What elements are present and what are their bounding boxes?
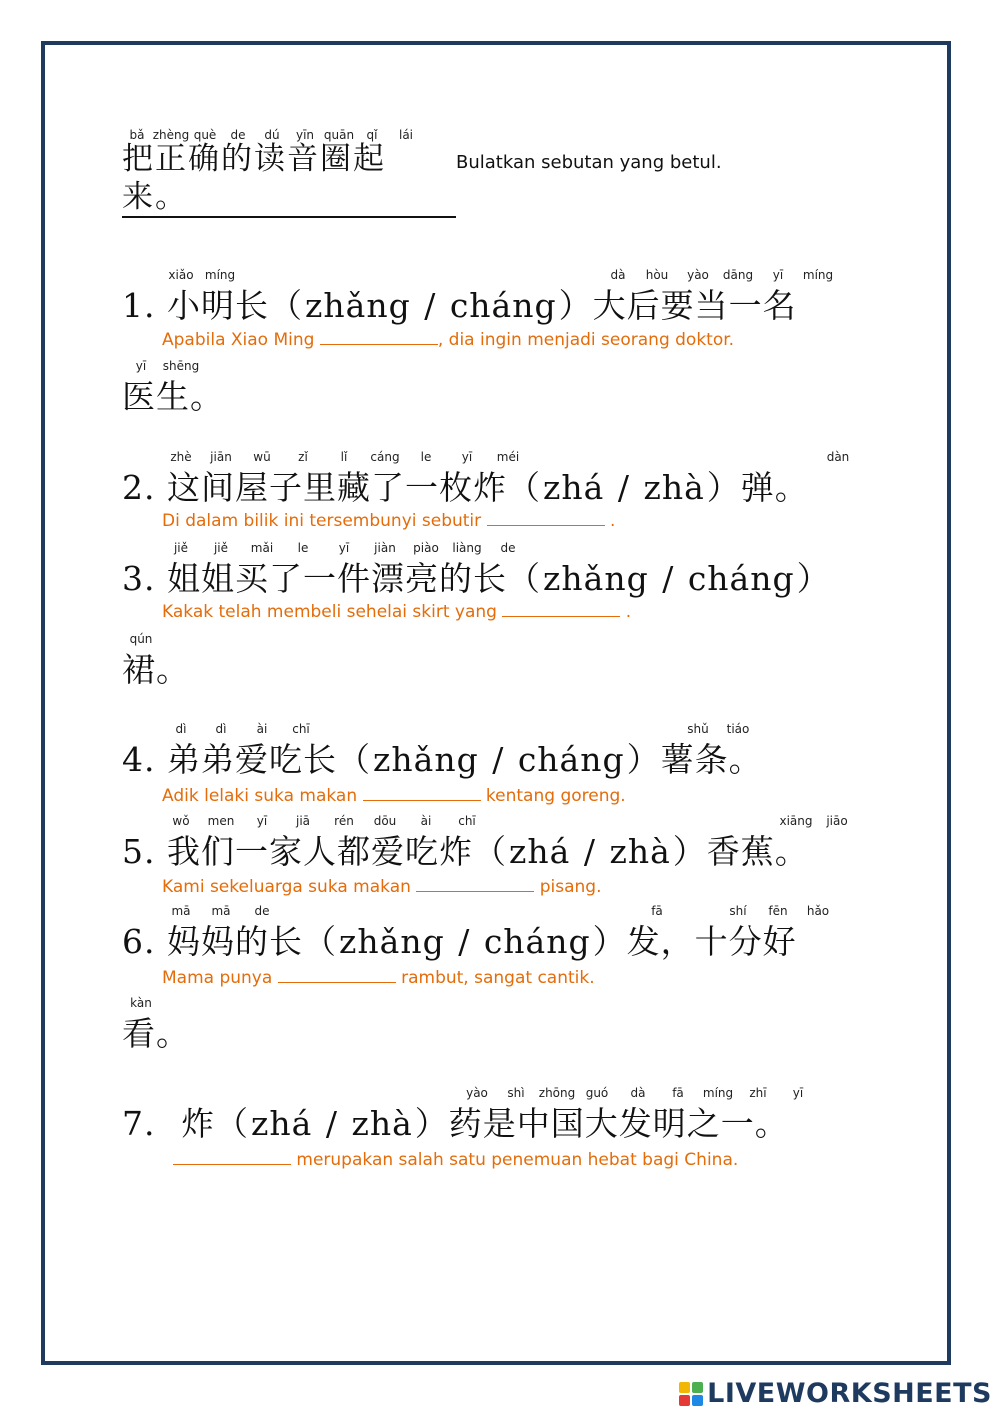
pinyin: fēn [768,904,788,918]
question-number: 5. [122,832,156,871]
option-separator: / [650,559,686,598]
question-text: ）弹。 [706,468,809,507]
question-3-continued: 裙。 [122,650,190,689]
pinyin: bǎ [129,128,145,142]
pinyin: zhī [749,1086,767,1100]
pinyin: zhōng [538,1086,576,1100]
pinyin: dà [610,268,626,282]
question-text: 炸（ [181,1104,249,1143]
pinyin: fā [672,1086,684,1100]
question-4 [122,740,763,780]
question-number: 6. [122,922,156,961]
option-separator: / [480,740,516,779]
pinyin: jiàn [374,541,396,555]
translation-text: rambut, sangat cantik. [395,968,595,988]
option-separator: / [412,286,448,325]
option-zhang[interactable]: zhǎng [373,740,479,779]
translation-text: merupakan salah satu penemuan hebat bagi China. [291,1150,739,1170]
answer-blank[interactable] [502,602,620,617]
pinyin: míng [702,1086,734,1100]
option-chang[interactable]: cháng [687,559,795,598]
question-text: ）发，十分好 [592,922,797,961]
question-text: 弟弟爱吃长（ [167,740,371,779]
question-number: 1. [122,286,156,325]
answer-blank[interactable] [416,877,534,892]
translation-text: Kakak telah membeli sehelai skirt yang [162,602,497,622]
pinyin: hòu [645,268,669,282]
pinyin: wū [253,450,271,464]
pinyin: dì [215,722,227,736]
translation-text: . [604,511,616,531]
pinyin: míng [802,268,834,282]
question-text: 妈妈的长（ [167,922,337,961]
option-separator: / [572,832,608,871]
pinyin: jiāo [826,814,848,828]
logo-square [692,1382,703,1393]
question-2 [122,468,809,508]
option-zhang[interactable]: zhǎng [339,922,445,961]
pinyin: zǐ [298,450,308,464]
pinyin: dì [175,722,187,736]
question-text: 我们一家人都爱吃炸（ [167,832,507,871]
translation-4 [162,786,626,806]
pinyin: yī [772,268,784,282]
pinyin: cáng [370,450,400,464]
pinyin: de [254,904,270,918]
pinyin: shí [729,904,747,918]
option-separator: / [314,1104,350,1143]
option-separator: / [606,468,642,507]
pinyin: zhè [170,450,192,464]
pinyin: qǐ [366,128,378,142]
question-number: 3. [122,559,156,598]
pinyin: jiě [173,541,189,555]
pinyin: guó [585,1086,609,1100]
option-zhang[interactable]: zhǎng [543,559,649,598]
pinyin: míng [204,268,236,282]
pinyin: liàng [452,541,482,555]
answer-blank[interactable] [487,511,605,526]
logo-text: LIVEWORKSHEETS [707,1378,992,1409]
pinyin: yào [687,268,709,282]
pinyin: shǔ [687,722,709,736]
question-text: 小明长（ [167,286,303,325]
pinyin: dàn [826,450,850,464]
translation-text: Mama punya [162,968,273,988]
liveworksheets-logo [679,1378,992,1409]
question-6 [122,922,797,962]
pinyin: chī [458,814,476,828]
pinyin: dōu [373,814,397,828]
pinyin: chī [292,722,310,736]
pinyin: què [193,128,217,142]
pinyin: piào [413,541,439,555]
pinyin: le [420,450,432,464]
pinyin: qún [129,632,153,646]
pinyin: dú [264,128,280,142]
option-chang[interactable]: cháng [449,286,557,325]
question-5 [122,832,809,872]
option-chang[interactable]: cháng [483,922,591,961]
pinyin: dà [630,1086,646,1100]
question-number: 4. [122,740,156,779]
translation-text: Apabila Xiao Ming [162,330,315,350]
pinyin: quān [323,128,355,142]
translation-3 [162,602,631,622]
translation-text: pisang. [534,877,602,897]
pinyin: xiāng [779,814,813,828]
option-zha-2[interactable]: zhá [543,468,605,507]
pinyin: yī [461,450,473,464]
pinyin: zhèng [152,128,190,142]
question-text: ）大后要当一名 [558,286,797,325]
question-3 [122,559,831,599]
pinyin: lái [398,128,414,142]
translation-text: . [620,602,632,622]
question-text: ） [796,559,831,598]
option-zha-2[interactable]: zhá [251,1104,313,1143]
answer-blank[interactable] [363,786,481,801]
logo-icon [679,1382,703,1406]
pinyin: de [230,128,246,142]
translation-text: Kami sekeluarga suka makan [162,877,411,897]
option-zha-4[interactable]: zhà [351,1104,413,1143]
option-separator: / [446,922,482,961]
pinyin: men [207,814,235,828]
pinyin: yī [792,1086,804,1100]
pinyin: de [500,541,516,555]
translation-1 [162,330,734,350]
pinyin: wǒ [172,814,190,828]
pinyin: rén [334,814,354,828]
option-zhang[interactable]: zhǎng [305,286,411,325]
pinyin: ài [420,814,432,828]
translation-text: Di dalam bilik ini tersembunyi sebutir [162,511,482,531]
pinyin: ài [256,722,268,736]
pinyin: mǎi [250,541,274,555]
pinyin: yào [466,1086,488,1100]
pinyin: yī [338,541,350,555]
translation-5 [162,877,601,897]
pinyin: shēng [162,359,200,373]
translation-text: , dia ingin menjadi seorang doktor. [437,330,735,350]
logo-square [692,1395,703,1406]
logo-square [679,1395,690,1406]
answer-blank[interactable] [278,968,396,983]
pinyin: yīn [295,128,315,142]
pinyin: fā [651,904,663,918]
pinyin: xiǎo [168,268,194,282]
answer-blank[interactable] [320,330,438,345]
pinyin: le [297,541,309,555]
pinyin: shì [507,1086,525,1100]
option-zha-2[interactable]: zhá [509,832,571,871]
question-1 [122,286,797,326]
translation-2 [162,511,615,531]
option-chang[interactable]: cháng [517,740,625,779]
pinyin: lǐ [340,450,348,464]
translation-7 [173,1150,738,1170]
pinyin: jiā [295,814,311,828]
pinyin: tiáo [726,722,750,736]
answer-blank[interactable] [173,1150,291,1165]
question-number: 2. [122,468,156,507]
option-zha-4[interactable]: zhà [609,832,671,871]
question-text: ）药是中国大发明之一。 [414,1104,789,1143]
pinyin: kàn [130,996,152,1010]
pinyin: yī [135,359,147,373]
pinyin: yī [256,814,268,828]
translation-text: kentang goreng. [480,786,626,806]
pinyin: dāng [722,268,754,282]
question-number: 7. [122,1104,156,1143]
question-7 [122,1104,789,1144]
question-6-continued: 看。 [122,1014,190,1053]
option-zha-4[interactable]: zhà [643,468,705,507]
question-text: 姐姐买了一件漂亮的长（ [167,559,541,598]
pinyin: jiě [213,541,229,555]
pinyin: mā [171,904,191,918]
logo-square [679,1382,690,1393]
translation-6 [162,968,595,988]
instruction-title-malay: Bulatkan sebutan yang betul. [456,152,722,173]
question-text: 这间屋子里藏了一枚炸（ [167,468,541,507]
question-1-continued: 医生。 [122,377,224,416]
pinyin: méi [496,450,520,464]
question-text: ）薯条。 [626,740,763,779]
translation-text: Adik lelaki suka makan [162,786,358,806]
pinyin: jiān [210,450,232,464]
instruction-title-chinese: 把正确的读音圈起来。 [122,140,456,218]
pinyin: mā [211,904,231,918]
question-text: ）香蕉。 [672,832,809,871]
pinyin: hǎo [806,904,830,918]
